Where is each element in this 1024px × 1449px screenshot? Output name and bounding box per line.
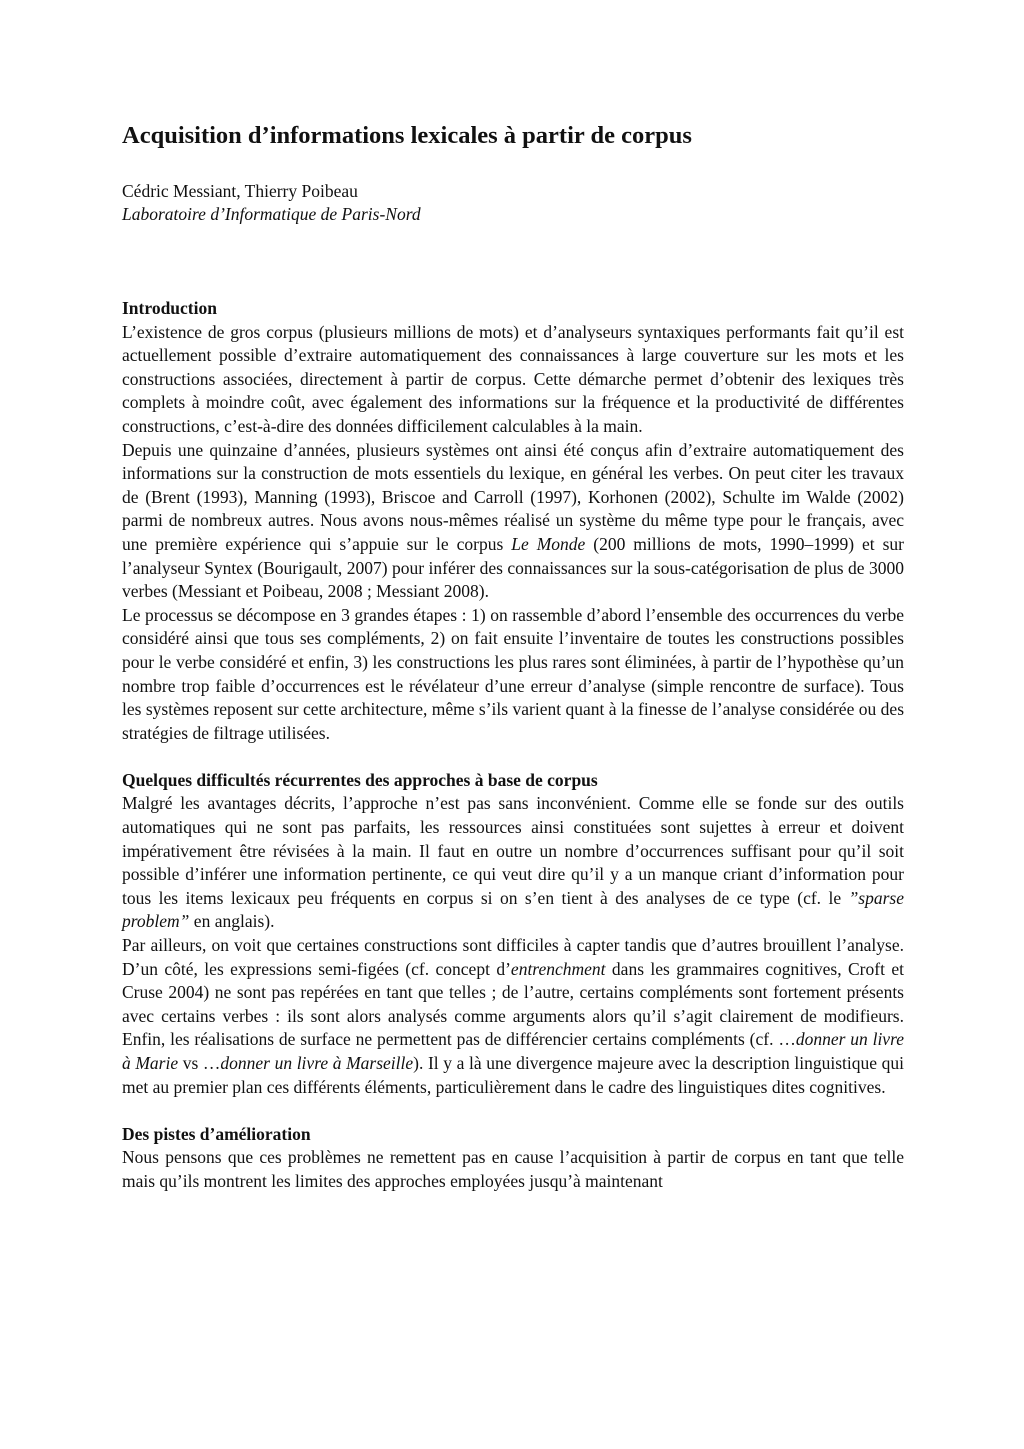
paragraph xyxy=(122,934,904,1099)
text-run: en anglais). xyxy=(189,911,275,932)
section-spacer xyxy=(122,1099,904,1123)
section-heading: Quelques difficultés récurrentes des approches à base de corpus xyxy=(122,769,598,790)
text-run: Malgré les avantages décrits, l’approche n’est pas sans inconvénient. Comme elle se fonde sur des outils automatiques qui ne sont pas parfaits, les ressources ainsi constituées sont sujettes à erreur et doivent impérativement être révisées à la main. Il faut en outre un nombre d’occurrences suffisant pour qu’il soit possible d’inférer une information pertinente, ce qui veut dire qu’il y a un manque criant d’information pour tous les items lexicaux peu fréquents en corpus si on s’en tient à des analyses de ce type (cf. le xyxy=(122,793,904,908)
paragraph: L’existence de gros corpus (plusieurs millions de mots) et d’analyseurs syntaxiques performants fait qu’il est actuellement possible d’extraire automatiquement des connaissances à large couverture sur les mots et les constructions associées, directement à partir de corpus. Cette démarche permet d’obtenir des lexiques très complets à moindre coût, avec également des informations sur la fréquence et la productivité de différentes constructions, c’est-à-dire des données difficilement calculables à la main. xyxy=(122,321,904,436)
author-affiliation: Laboratoire d’Informatique de Paris-Nord xyxy=(122,204,421,224)
text-run: Par ailleurs, on voit que certaines constructions sont difficiles à capter tandis que d’autres brouillent l’analyse. D’un côté, les expressions semi-figées (cf. concept d’ xyxy=(122,935,904,979)
text-run-italic: entrenchment xyxy=(510,958,606,979)
paragraph xyxy=(122,439,904,604)
author-names: Cédric Messiant, Thierry Poibeau xyxy=(122,181,358,201)
text-run-italic: Le Monde xyxy=(511,533,586,554)
paragraph: Le processus se décompose en 3 grandes étapes : 1) on rassemble d’abord l’ensemble des occurrences du verbe considéré ainsi que tous ses compléments, 2) on fait ensuite l’inventaire de toutes les constructions possibles pour le verbe considéré et enfin, 3) les constructions les plus rares sont éliminées, à partir de l’hypothèse qu’un nombre trop faible d’occurrences est le révélateur d’une erreur d’analyse (simple rencontre de surface). Tous les systèmes reposent sur cette architecture, même s’ils varient quant à la finesse de l’analyse considérée ou des stratégies de filtrage utilisées. xyxy=(122,604,904,743)
text-run: dans les grammaires cognitives, Croft et Cruse 2004) ne sont pas repérées en tant que telles ; de l’autre, certains compléments sont fortement présents avec certains verbes : ils sont alors analysés comme arguments alors qu’il s’agit clairement de modifieurs. Enfin, les réalisations de surface ne permettent pas de différencier certains compléments (cf. … xyxy=(122,958,904,1050)
section-difficultes xyxy=(122,769,904,1099)
document-title: Acquisition d’informations lexicales à partir de corpus xyxy=(122,122,692,149)
section-heading: Introduction xyxy=(122,298,217,318)
text-run: Depuis une quinzaine d’années, plusieurs systèmes ont ainsi été conçus afin d’extraire automatiquement des informations sur la construction de mots essentiels du lexique, en général les verbes. On peut citer les travaux de (Brent (1993), Manning (1993), Briscoe and Carroll (1997), Korhonen (2002), Schulte im Walde (2002) parmi de nombreux autres. Nous avons nous-mêmes réalisé un système du même type pour le français, avec une première expérience qui s’appuie sur le corpus xyxy=(122,439,904,554)
text-run-italic: donner un livre à Marseille xyxy=(220,1053,414,1073)
section-heading: Des pistes d’amélioration xyxy=(122,1123,311,1144)
text-run: vs … xyxy=(178,1053,221,1073)
text-run-italic: ”sparse problem” xyxy=(122,887,904,932)
section-introduction xyxy=(122,297,904,745)
paragraph xyxy=(122,792,904,934)
section-pistes xyxy=(122,1123,904,1194)
paragraph: Nous pensons que ces problèmes ne remettent pas en cause l’acquisition à partir de corpus en tant que telle mais qu’ils montrent les limites des approches employées jusqu’à maintenant xyxy=(122,1147,904,1191)
text-run-italic: donner un livre à Marie xyxy=(122,1029,905,1073)
document-body xyxy=(122,297,904,1194)
section-spacer xyxy=(122,745,904,769)
text-run: ). Il y a là une divergence majeure avec la description linguistique qui met au premier plan ces différents éléments, particulièrement dans le cadre des linguistiques dites cognitives. xyxy=(122,1053,904,1097)
text-run: (200 millions de mots, 1990–1999) et sur l’analyseur Syntex (Bourigault, 2007) pour inférer des connaissances sur la sous-catégorisation de plus de 3000 verbes (Messiant et Poibeau, 2008 ; Messiant 2008). xyxy=(122,533,904,602)
